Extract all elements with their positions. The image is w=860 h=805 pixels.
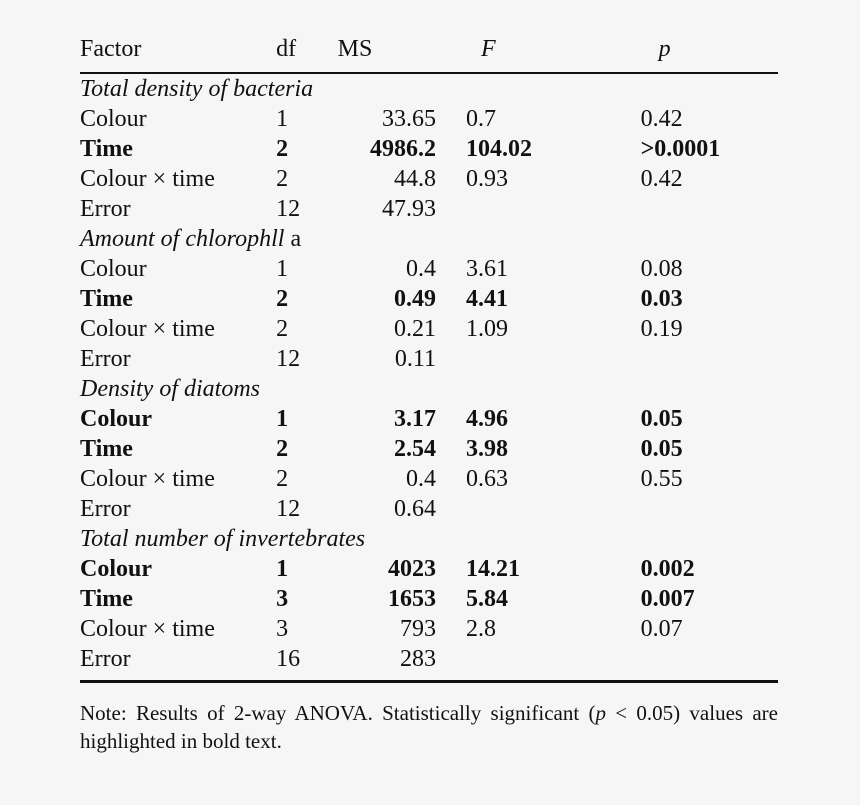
- cell-p: 0.002: [640, 556, 695, 582]
- cell-df: 2: [276, 166, 289, 192]
- cell-p: [609, 644, 778, 674]
- header-p: p: [658, 36, 671, 62]
- cell-f: 14.21: [466, 556, 521, 582]
- table-row: [80, 134, 778, 164]
- cell-f: 104.02: [466, 136, 533, 162]
- anova-table: [80, 30, 778, 674]
- cell-p: 0.08: [640, 256, 683, 282]
- table-row: [80, 584, 778, 614]
- cell-f: 0.63: [466, 466, 509, 492]
- cell-factor: Colour: [80, 556, 152, 582]
- section-title-text: Density of diatoms: [80, 376, 260, 402]
- cell-f: 4.41: [466, 286, 509, 312]
- cell-ms: 0.4: [406, 466, 437, 492]
- cell-ms: 0.21: [394, 316, 437, 342]
- section-title: [80, 374, 778, 404]
- cell-df: 2: [276, 136, 289, 162]
- cell-df: 3: [276, 616, 289, 642]
- cell-f: 0.7: [466, 106, 497, 132]
- cell-df: 1: [276, 106, 289, 132]
- cell-ms: 1653: [388, 586, 437, 612]
- table-row: [80, 254, 778, 284]
- cell-ms: 0.4: [406, 256, 437, 282]
- section-title-text: Amount of chlorophll: [80, 226, 285, 252]
- cell-p: 0.05: [640, 406, 683, 432]
- cell-factor: Time: [80, 436, 133, 462]
- section-title: [80, 224, 778, 254]
- cell-factor: Colour × time: [80, 616, 215, 642]
- cell-f: 3.61: [466, 256, 509, 282]
- cell-p: [609, 344, 778, 374]
- table-note: Note: Results of 2-way ANOVA. Statistically significant (p < 0.05) values are highlighted in bold text.: [80, 701, 778, 753]
- header-df: df: [276, 36, 297, 62]
- cell-factor: Time: [80, 136, 133, 162]
- table-row: [80, 104, 778, 134]
- cell-factor: Colour × time: [80, 166, 215, 192]
- cell-ms: 0.11: [394, 346, 437, 372]
- cell-ms: 44.8: [394, 166, 437, 192]
- cell-factor: Colour × time: [80, 316, 215, 342]
- cell-p: [609, 194, 778, 224]
- table-row: [80, 554, 778, 584]
- cell-p: 0.03: [640, 286, 683, 312]
- cell-factor: Error: [80, 196, 131, 222]
- cell-df: 2: [276, 436, 289, 462]
- section-header-row: [80, 224, 778, 254]
- cell-ms: 2.54: [394, 436, 437, 462]
- section-title-suffix: a: [284, 226, 302, 252]
- cell-f: 1.09: [466, 316, 509, 342]
- cell-df: 12: [276, 346, 301, 372]
- header-factor: Factor: [80, 36, 142, 62]
- bottom-rule: [80, 680, 778, 683]
- cell-ms: 0.64: [394, 496, 437, 522]
- cell-ms: 0.49: [394, 286, 437, 312]
- table-row: [80, 434, 778, 464]
- cell-factor: Error: [80, 646, 131, 672]
- section-header-row: [80, 73, 778, 104]
- section-title-text: Total number of invertebrates: [80, 526, 366, 552]
- cell-f: [436, 644, 609, 674]
- cell-factor: Error: [80, 496, 131, 522]
- cell-f: 4.96: [466, 406, 509, 432]
- section-header-row: [80, 374, 778, 404]
- cell-factor: Colour: [80, 106, 147, 132]
- section-title-text: Total density of bacteria: [80, 76, 314, 102]
- table-row: [80, 404, 778, 434]
- cell-df: 1: [276, 256, 289, 282]
- table-row: [80, 344, 778, 374]
- table-row: [80, 644, 778, 674]
- table-header-row: [80, 30, 778, 73]
- cell-p: >0.0001: [640, 136, 721, 162]
- cell-p: 0.05: [640, 436, 683, 462]
- cell-ms: 4986.2: [370, 136, 437, 162]
- table-row: [80, 194, 778, 224]
- anova-table-page: [80, 30, 778, 755]
- section-title: [80, 524, 778, 554]
- cell-p: 0.007: [640, 586, 695, 612]
- cell-f: 2.8: [466, 616, 497, 642]
- cell-p: 0.42: [640, 166, 683, 192]
- cell-factor: Time: [80, 286, 133, 312]
- cell-ms: 3.17: [394, 406, 437, 432]
- cell-p: 0.19: [640, 316, 683, 342]
- table-row: [80, 284, 778, 314]
- table-row: [80, 164, 778, 194]
- cell-p: 0.55: [640, 466, 683, 492]
- cell-p: 0.07: [640, 616, 683, 642]
- cell-ms: 283: [400, 646, 437, 672]
- table-row: [80, 314, 778, 344]
- cell-df: 1: [276, 406, 289, 432]
- cell-factor: Colour: [80, 406, 152, 432]
- cell-f: 3.98: [466, 436, 509, 462]
- cell-df: 2: [276, 466, 289, 492]
- cell-df: 12: [276, 196, 301, 222]
- header-f: F: [481, 36, 496, 62]
- cell-factor: Error: [80, 346, 131, 372]
- cell-df: 2: [276, 316, 289, 342]
- table-row: [80, 614, 778, 644]
- cell-p: [609, 494, 778, 524]
- cell-factor: Time: [80, 586, 133, 612]
- cell-df: 3: [276, 586, 289, 612]
- header-ms: MS: [337, 36, 373, 62]
- cell-factor: Colour: [80, 256, 147, 282]
- cell-ms: 793: [400, 616, 437, 642]
- cell-f: [436, 194, 609, 224]
- cell-p: 0.42: [640, 106, 683, 132]
- cell-df: 1: [276, 556, 289, 582]
- cell-ms: 4023: [388, 556, 437, 582]
- table-row: [80, 464, 778, 494]
- section-title: [80, 73, 778, 104]
- cell-df: 16: [276, 646, 301, 672]
- cell-ms: 33.65: [382, 106, 437, 132]
- cell-f: [436, 344, 609, 374]
- cell-ms: 47.93: [382, 196, 437, 222]
- cell-df: 2: [276, 286, 289, 312]
- table-row: [80, 494, 778, 524]
- cell-f: [436, 494, 609, 524]
- cell-df: 12: [276, 496, 301, 522]
- cell-f: 0.93: [466, 166, 509, 192]
- cell-f: 5.84: [466, 586, 509, 612]
- cell-factor: Colour × time: [80, 466, 215, 492]
- section-header-row: [80, 524, 778, 554]
- table-body: [80, 73, 778, 674]
